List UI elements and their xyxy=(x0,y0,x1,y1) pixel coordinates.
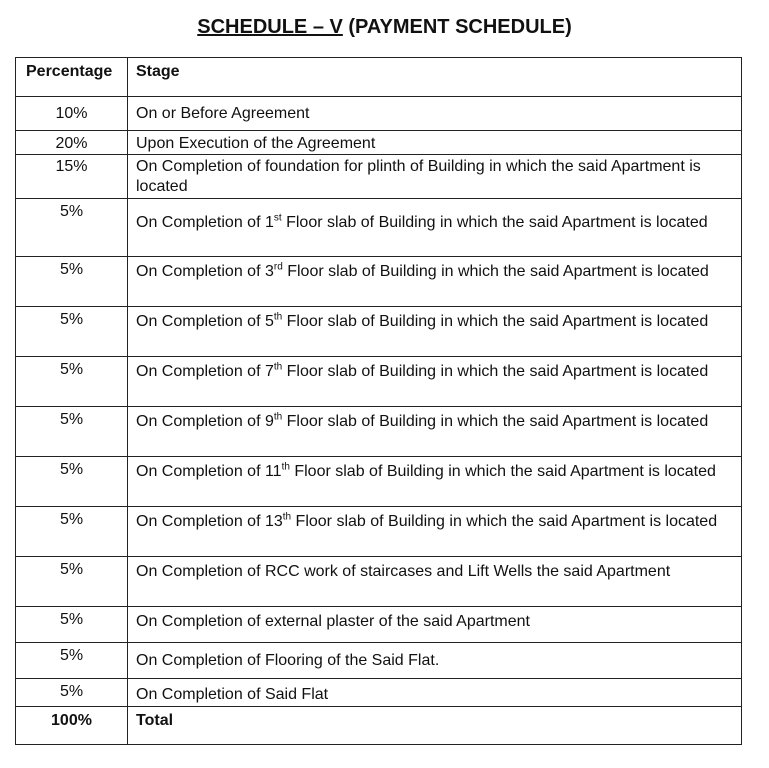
row-percentage: 5% xyxy=(16,307,128,357)
stage-ordinal: th xyxy=(281,461,290,473)
table-row xyxy=(16,155,742,199)
table-row xyxy=(16,257,742,307)
row-stage xyxy=(128,557,742,607)
stage-text: On Completion of 7 xyxy=(136,363,274,380)
stage-text-rest: Floor slab of Building in which the said Apartment is located xyxy=(291,513,718,530)
stage-text: On or Before Agreement xyxy=(136,105,310,122)
stage-text-rest: Floor slab of Building in which the said Apartment is located xyxy=(281,214,708,231)
row-stage xyxy=(128,607,742,643)
stage-text-rest: Floor slab of Building in which the said Apartment is located xyxy=(289,463,716,480)
row-percentage: 5% xyxy=(16,607,128,643)
stage-text: On Completion of 1 xyxy=(136,214,274,231)
table-row xyxy=(16,97,742,131)
row-percentage: 15% xyxy=(16,155,128,199)
stage-ordinal: th xyxy=(282,511,292,523)
stage-text: On Completion of Flooring of the Said Flat. xyxy=(136,652,440,669)
stage-ordinal: th xyxy=(273,361,283,373)
row-stage xyxy=(128,643,742,679)
stage-ordinal: th xyxy=(273,411,283,423)
row-stage xyxy=(128,507,742,557)
payment-schedule-table xyxy=(15,57,742,745)
row-stage xyxy=(128,407,742,457)
row-percentage: 5% xyxy=(16,457,128,507)
total-percentage: 100% xyxy=(16,707,128,745)
stage-text: On Completion of Said Flat xyxy=(136,686,329,703)
header-row xyxy=(16,58,742,97)
stage-ordinal: st xyxy=(273,212,282,224)
stage-text: On Completion of 11 xyxy=(136,463,282,480)
row-percentage: 10% xyxy=(16,97,128,131)
row-percentage: 5% xyxy=(16,407,128,457)
title-rest: (PAYMENT SCHEDULE) xyxy=(342,16,572,38)
row-percentage: 5% xyxy=(16,257,128,307)
row-percentage: 5% xyxy=(16,679,128,707)
header-stage: Stage xyxy=(128,58,742,97)
row-percentage: 20% xyxy=(16,131,128,155)
total-row xyxy=(16,707,742,745)
row-stage xyxy=(128,131,742,155)
table-row xyxy=(16,679,742,707)
table-row xyxy=(16,507,742,557)
title-underlined: SCHEDULE – V xyxy=(197,16,343,38)
table-row xyxy=(16,643,742,679)
row-percentage: 5% xyxy=(16,643,128,679)
stage-text-rest: Floor slab of Building in which the said Apartment is located xyxy=(282,363,709,380)
row-stage xyxy=(128,357,742,407)
stage-text: On Completion of 9 xyxy=(136,413,274,430)
stage-text-rest: Floor slab of Building in which the said Apartment is located xyxy=(282,263,709,280)
row-percentage: 5% xyxy=(16,357,128,407)
header-percentage: Percentage xyxy=(16,58,128,97)
row-stage xyxy=(128,307,742,357)
table-row xyxy=(16,607,742,643)
row-stage xyxy=(128,199,742,257)
stage-text: On Completion of RCC work of staircases and Lift Wells the said Apartment xyxy=(136,563,671,580)
row-stage xyxy=(128,457,742,507)
total-label: Total xyxy=(128,707,742,745)
row-stage xyxy=(128,155,742,199)
row-stage xyxy=(128,679,742,707)
table-row xyxy=(16,131,742,155)
table-row xyxy=(16,307,742,357)
stage-text: On Completion of external plaster of the said Apartment xyxy=(136,613,530,630)
row-stage xyxy=(128,257,742,307)
table-row xyxy=(16,407,742,457)
stage-text: Upon Execution of the Agreement xyxy=(136,135,376,152)
page-title xyxy=(0,14,769,40)
stage-ordinal: rd xyxy=(273,261,283,273)
row-percentage: 5% xyxy=(16,507,128,557)
stage-text: On Completion of 3 xyxy=(136,263,274,280)
stage-text: On Completion of foundation for plinth of Building in which the said Apartment is located xyxy=(136,158,701,195)
table-row xyxy=(16,199,742,257)
stage-text-rest: Floor slab of Building in which the said Apartment is located xyxy=(282,313,709,330)
stage-text: On Completion of 5 xyxy=(136,313,274,330)
row-percentage: 5% xyxy=(16,557,128,607)
table-row xyxy=(16,557,742,607)
stage-text: On Completion of 13 xyxy=(136,513,283,530)
row-stage xyxy=(128,97,742,131)
table-row xyxy=(16,457,742,507)
stage-text-rest: Floor slab of Building in which the said Apartment is located xyxy=(282,413,709,430)
stage-ordinal: th xyxy=(273,311,283,323)
row-percentage: 5% xyxy=(16,199,128,257)
table-row xyxy=(16,357,742,407)
